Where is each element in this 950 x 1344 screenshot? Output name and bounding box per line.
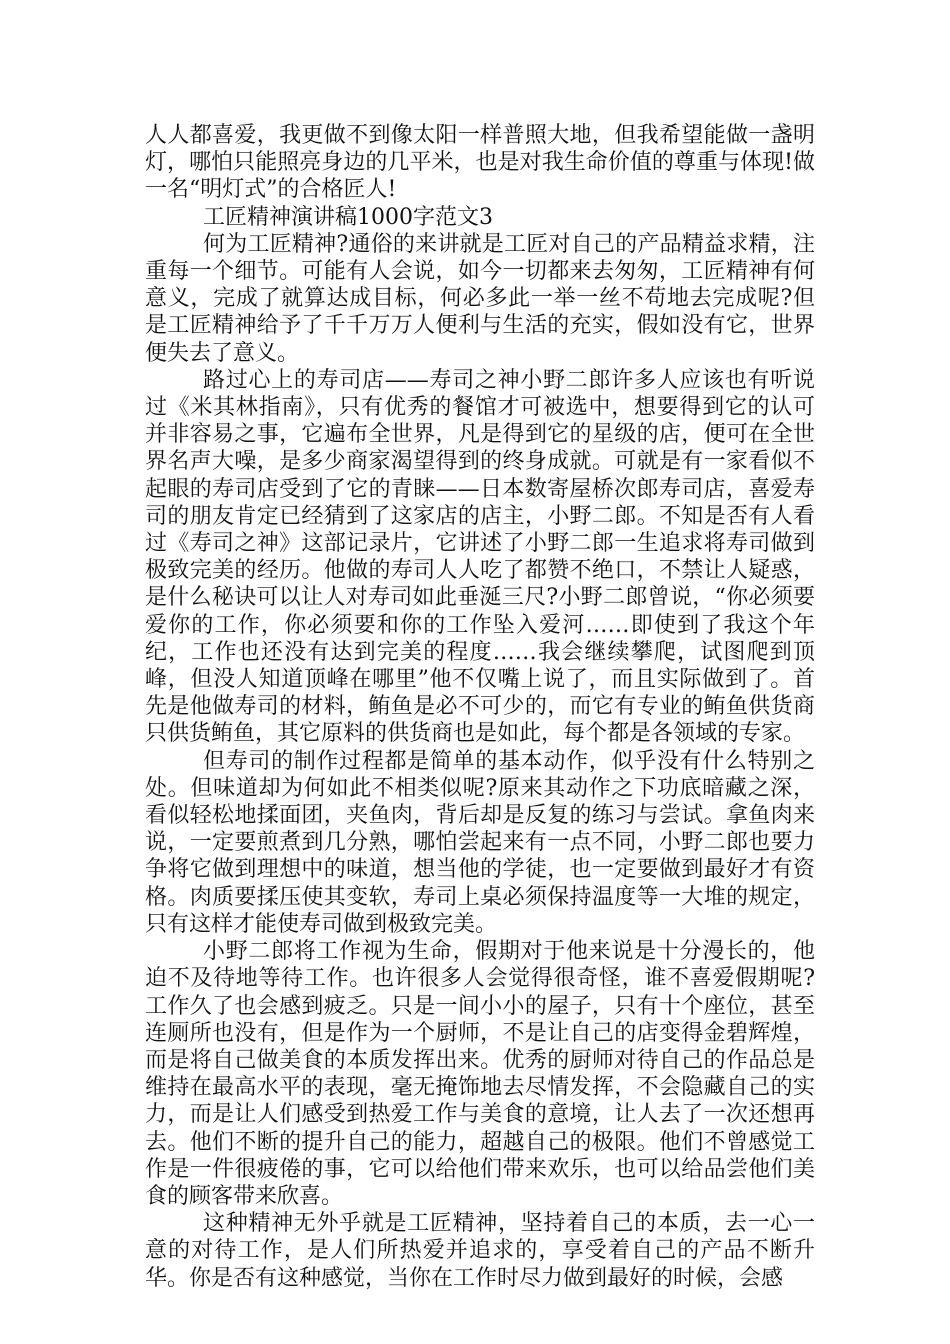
paragraph-work-as-life: 小野二郎将工作视为生命，假期对于他来说是十分漫长的，他迫不及待地等待工作。也许很多人会觉得很奇怪，谁不喜爱假期呢?工作久了也会感到疲乏。只是一间小小的屋子，只有十个座位，甚至连厕所也没有，但是作为一个厨师，不是让自己的店变得金碧辉煌，而是将自己做美食的本质发挥出来。优秀的厨师对待自己的作品总是维持在最高水平的表现，毫无掩饰地去尽情发挥，不会隐藏自己的实力，而是让人们感受到热爱工作与美食的意境，让人去了一次还想再去。他们不断的提升自己的能力，超越自己的极限。他们不曾感觉工作是一件很疲倦的事，它可以给他们带来欢乐，也可以给品尝他们美食的顾客带来欣喜。: [145, 939, 815, 1209]
paragraph-continuation: 人人都喜爱，我更做不到像太阳一样普照大地，但我希望能做一盏明灯，哪怕只能照亮身边的几平米，也是对我生命价值的尊重与体现!做一名“明灯式”的合格匠人!: [145, 123, 815, 203]
paragraph-craftsman-spirit: 这种精神无外乎就是工匠精神，坚持着自己的本质，去一心一意的对待工作，是人们所热爱并追求的，享受着自己的产品不断升华。你是否有这种感觉，当你在工作时尽力做到最好的时候，会感: [145, 1211, 815, 1291]
paragraph-sushi-shop: 路过心上的寿司店——寿司之神小野二郎许多人应该也有听说过《米其林指南》，只有优秀的餐馆才可被选中，想要得到它的认可并非容易之事，它遍布全世界，凡是得到它的星级的店，便可在全世界名声大噪，是多少商家渴望得到的终身成就。可就是有一家看似不起眼的寿司店受到了它的青睐——日本数寄屋桥次郎寿司店，喜爱寿司的朋友肯定已经猜到了这家店的店主，小野二郎。不知是否有人看过《寿司之神》这部记录片，它讲述了小野二郎一生追求将寿司做到极致完美的经历。他做的寿司人人吃了都赞不绝口，不禁让人疑惑，是什么秘诀可以让人对寿司如此垂涎三尺?小野二郎曾说，“你必须要爱你的工作，你必须要和你的工作坠入爱河……即使到了我这个年纪，工作也还没有达到完美的程度……我会继续攀爬，试图爬到顶峰，但没人知道顶峰在哪里”他不仅嘴上说了，而且实际做到了。首先是他做寿司的材料，鲔鱼是必不可少的，而它有专业的鲔鱼供货商只供货鲔鱼，其它原料的供货商也是如此，每个都是各领域的专家。: [145, 367, 815, 747]
document-body: [145, 122, 815, 1292]
paragraph-what-is-craftsmanship: 何为工匠精神?通俗的来讲就是工匠对自己的产品精益求精，注重每一个细节。可能有人会说，如今一切都来去匆匆，工匠精神有何意义，完成了就算达成目标，何必多此一举一丝不苟地去完成呢?但是工匠精神给予了千千万万人便利与生活的充实，假如没有它，世界便失去了意义。: [145, 231, 815, 366]
paragraph-sushi-process: 但寿司的制作过程都是简单的基本动作，似乎没有什么特别之处。但味道却为何如此不相类似呢?原来其动作之下功底暗藏之深，看似轻松地揉面团，夹鱼肉，背后却是反复的练习与尝试。拿鱼肉来说，一定要煎煮到几分熟，哪怕尝起来有一点不同，小野二郎也要力争将它做到理想中的味道，想当他的学徒，也一定要做到最好才有资格。肉质要揉压使其变软，寿司上桌必须保持温度等一大堆的规定，只有这样才能使寿司做到极致完美。: [145, 748, 815, 937]
section-heading: 工匠精神演讲稿1000字范文3: [203, 204, 493, 230]
